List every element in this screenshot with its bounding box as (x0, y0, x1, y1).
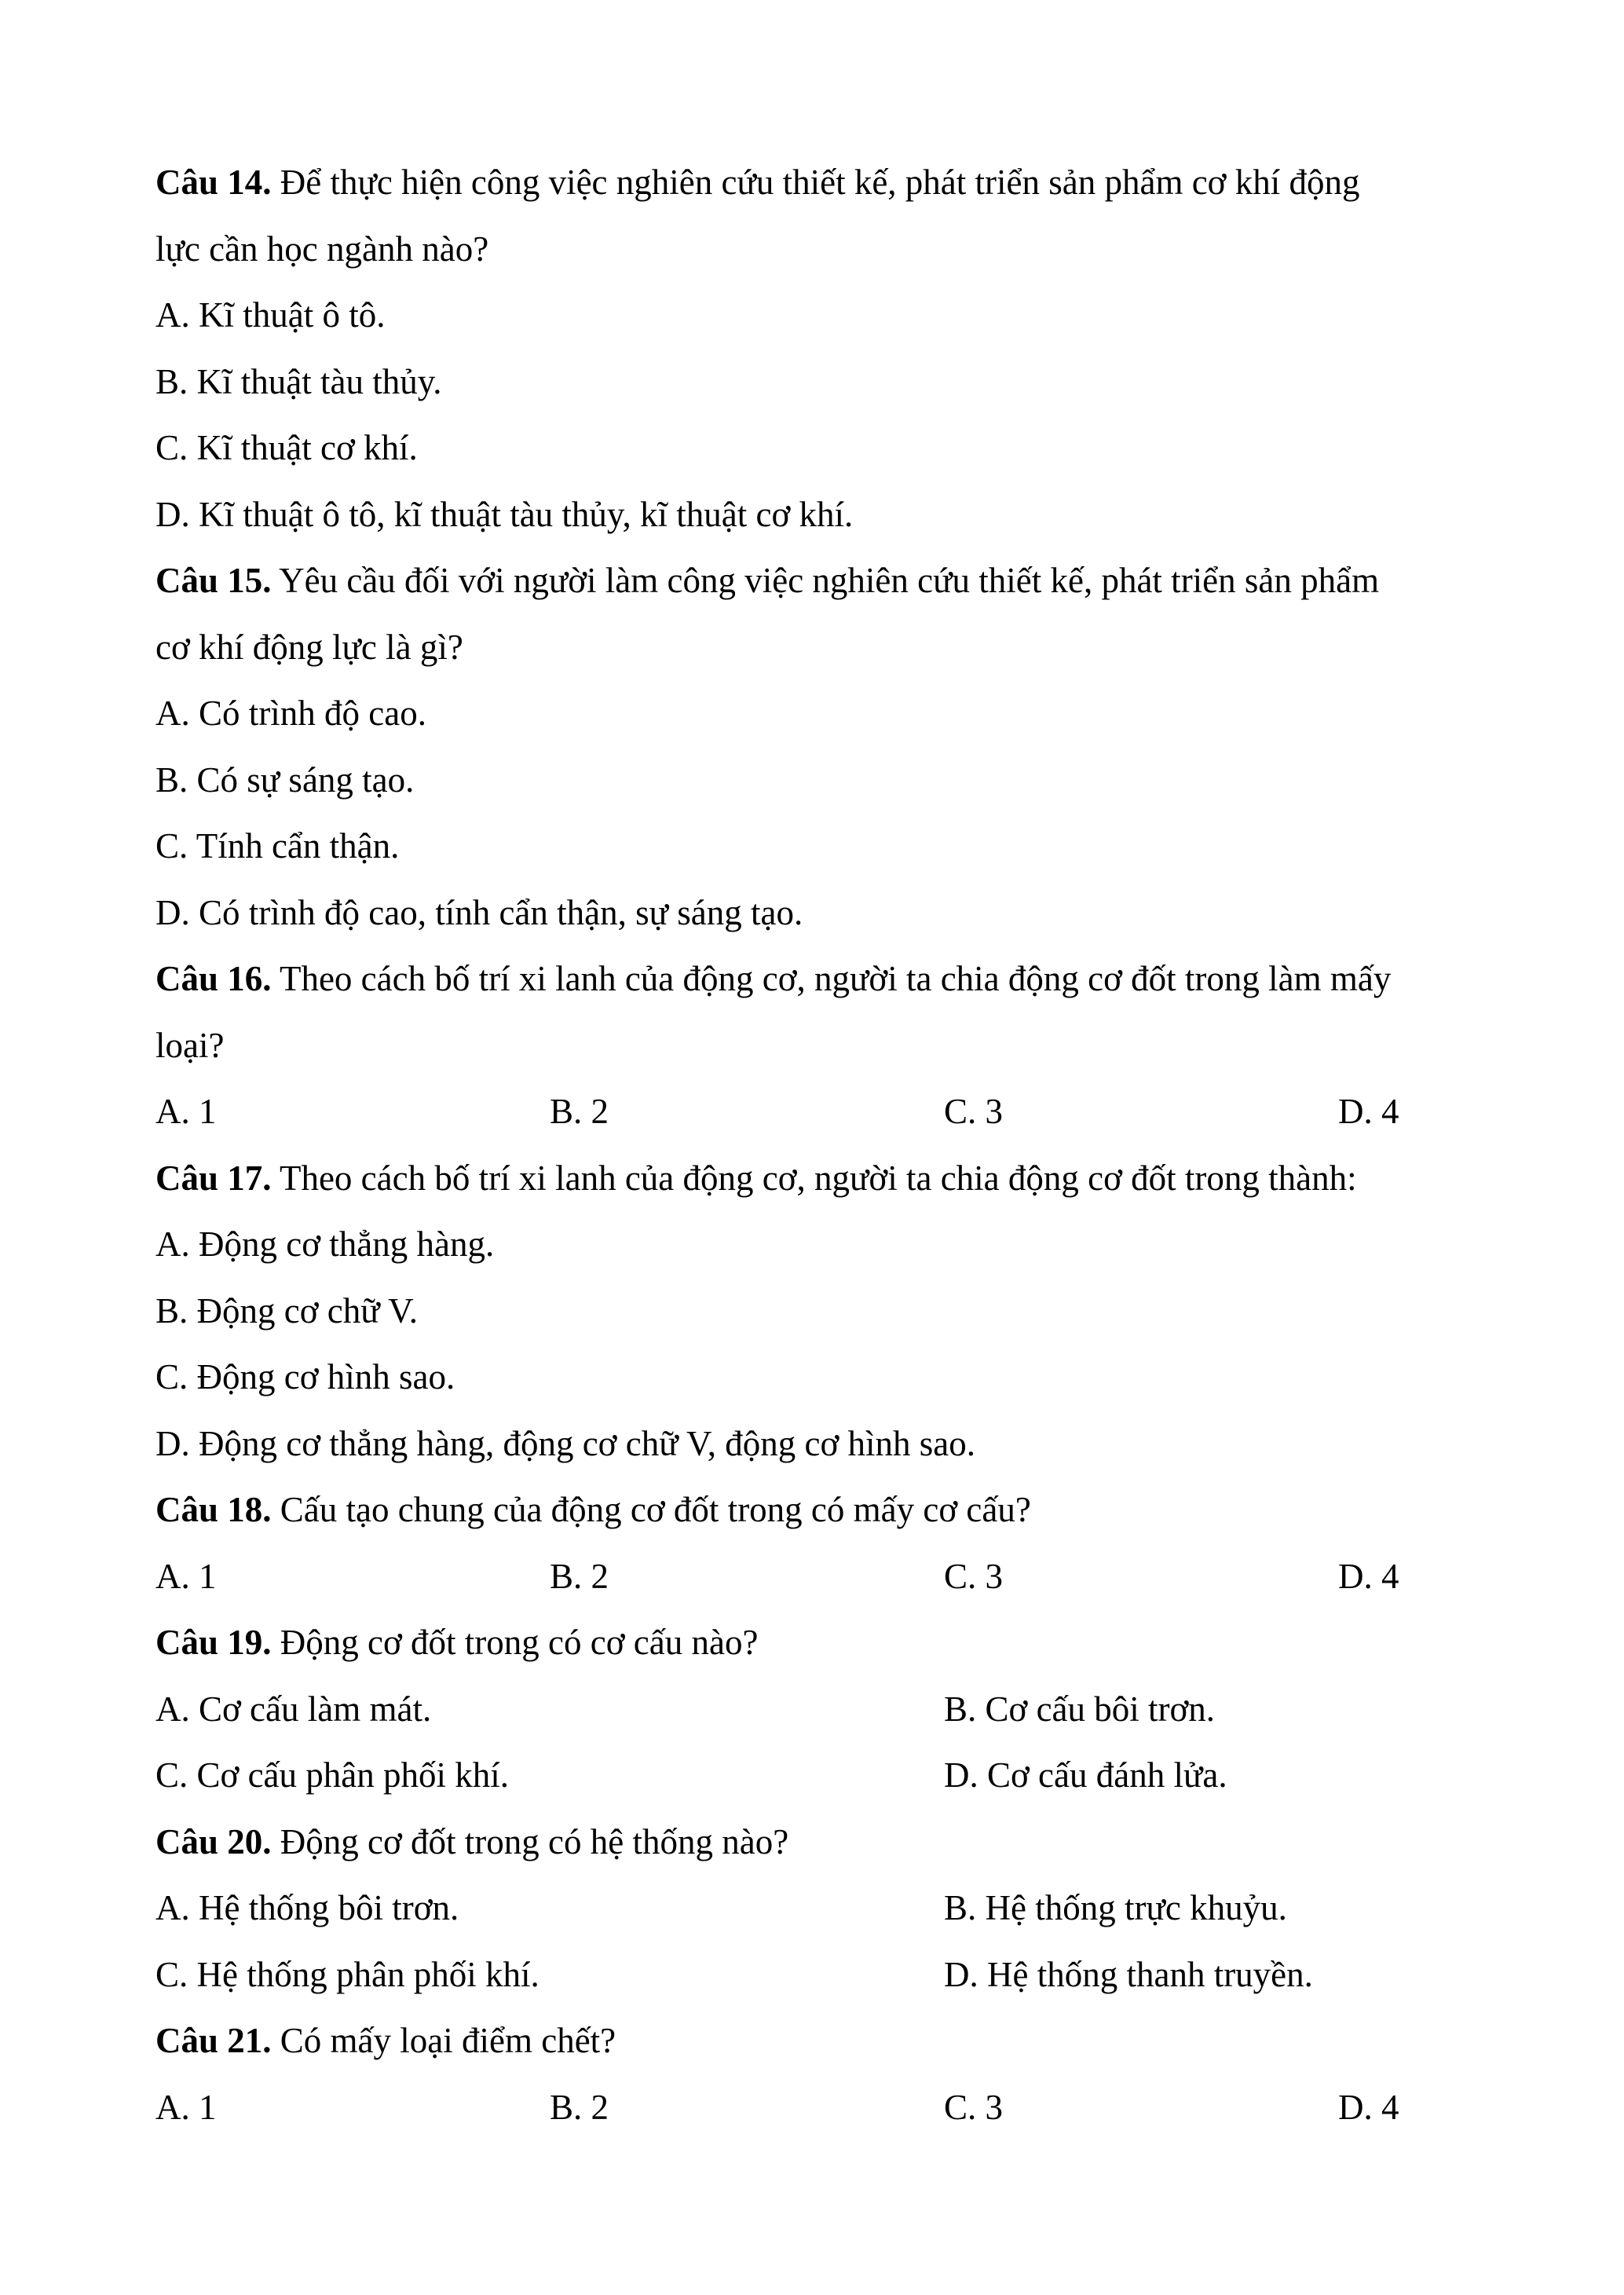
options-row (155, 1875, 1483, 1942)
question-text: Cấu tạo chung của động cơ đốt trong có mấy cơ cấu? (271, 1490, 1031, 1529)
question-number: Câu 16. (155, 959, 272, 998)
option-c: C. 3 (944, 2087, 1004, 2127)
option-b: B. Có sự sáng tạo. (155, 760, 415, 800)
question-21-line-1 (155, 2008, 1483, 2074)
question-14-line-1 (155, 149, 1483, 216)
option-c: C. Hệ thống phân phối khí. (155, 1954, 540, 1994)
options-row (155, 2074, 1483, 2141)
option-b: B. Cơ cấu bôi trơn. (944, 1689, 1216, 1729)
option-c: C. Cơ cấu phân phối khí. (155, 1755, 509, 1795)
option-a: A. Động cơ thẳng hàng. (155, 1224, 495, 1264)
option-d: D. Cơ cấu đánh lửa. (944, 1755, 1227, 1795)
option-b: B. 2 (550, 1556, 609, 1596)
option-b: B. Động cơ chữ V. (155, 1290, 419, 1331)
option-b: B. Kĩ thuật tàu thủy. (155, 361, 442, 401)
options-row (155, 1742, 1483, 1809)
question-number: Câu 19. (155, 1623, 272, 1662)
question-number: Câu 21. (155, 2021, 272, 2060)
option-a: A. Kĩ thuật ô tô. (155, 295, 386, 335)
option-a: A. 1 (155, 1092, 217, 1131)
option-a: A. Có trình độ cao. (155, 694, 426, 733)
question-15-line-1 (155, 547, 1483, 614)
option-d: D. 4 (1338, 1092, 1399, 1131)
question-text: Theo cách bố trí xi lanh của động cơ, người ta chia động cơ đốt trong thành: (271, 1158, 1357, 1198)
options-row (155, 1543, 1483, 1610)
option-d: D. Hệ thống thanh truyền. (944, 1954, 1313, 1994)
question-14-line-2: lực cần học ngành nào? (155, 229, 489, 269)
option-d: D. Động cơ thẳng hàng, động cơ chữ V, động cơ hình sao. (155, 1423, 975, 1463)
option-c: C. Động cơ hình sao. (155, 1357, 455, 1396)
question-18-line-1 (155, 1477, 1483, 1543)
option-a: A. Hệ thống bôi trơn. (155, 1888, 459, 1927)
option-b: B. Hệ thống trực khuỷu. (944, 1888, 1287, 1927)
question-number: Câu 14. (155, 163, 272, 202)
option-c: C. 3 (944, 1556, 1004, 1596)
option-d: D. Có trình độ cao, tính cẩn thận, sự sáng tạo. (155, 892, 803, 932)
question-text: Theo cách bố trí xi lanh của động cơ, người ta chia động cơ đốt trong làm mấy (271, 959, 1392, 998)
option-d: D. Kĩ thuật ô tô, kĩ thuật tàu thủy, kĩ thuật cơ khí. (155, 494, 854, 534)
option-b: B. 2 (550, 2087, 609, 2127)
question-15-line-2: cơ khí động lực là gì? (155, 627, 463, 667)
question-19-line-1 (155, 1609, 1483, 1676)
question-17-line-1 (155, 1145, 1483, 1212)
document-page (155, 149, 1483, 2140)
question-16-line-2: loại? (155, 1025, 225, 1065)
question-text: Có mấy loại điểm chết? (271, 2021, 616, 2060)
options-row (155, 1676, 1483, 1743)
option-d: D. 4 (1338, 2087, 1399, 2127)
question-text: Động cơ đốt trong có hệ thống nào? (271, 1821, 789, 1861)
option-c: C. 3 (944, 1092, 1004, 1131)
question-text: Động cơ đốt trong có cơ cấu nào? (271, 1623, 759, 1662)
question-number: Câu 17. (155, 1158, 272, 1198)
question-20-line-1 (155, 1809, 1483, 1876)
option-b: B. 2 (550, 1092, 609, 1131)
question-text: Để thực hiện công việc nghiên cứu thiết kế, phát triển sản phẩm cơ khí động (271, 163, 1360, 202)
option-c: C. Kĩ thuật cơ khí. (155, 428, 418, 467)
option-a: A. 1 (155, 1556, 217, 1596)
question-16-line-1 (155, 946, 1483, 1012)
question-number: Câu 20. (155, 1821, 272, 1861)
options-row (155, 1942, 1483, 2008)
option-a: A. Cơ cấu làm mát. (155, 1689, 432, 1729)
options-row (155, 1078, 1483, 1145)
option-c: C. Tính cẩn thận. (155, 826, 400, 866)
option-d: D. 4 (1338, 1556, 1399, 1596)
question-text: Yêu cầu đối với người làm công việc nghiên cứu thiết kế, phát triển sản phẩm (271, 561, 1380, 600)
question-number: Câu 18. (155, 1490, 272, 1529)
option-a: A. 1 (155, 2087, 217, 2127)
question-number: Câu 15. (155, 561, 272, 600)
